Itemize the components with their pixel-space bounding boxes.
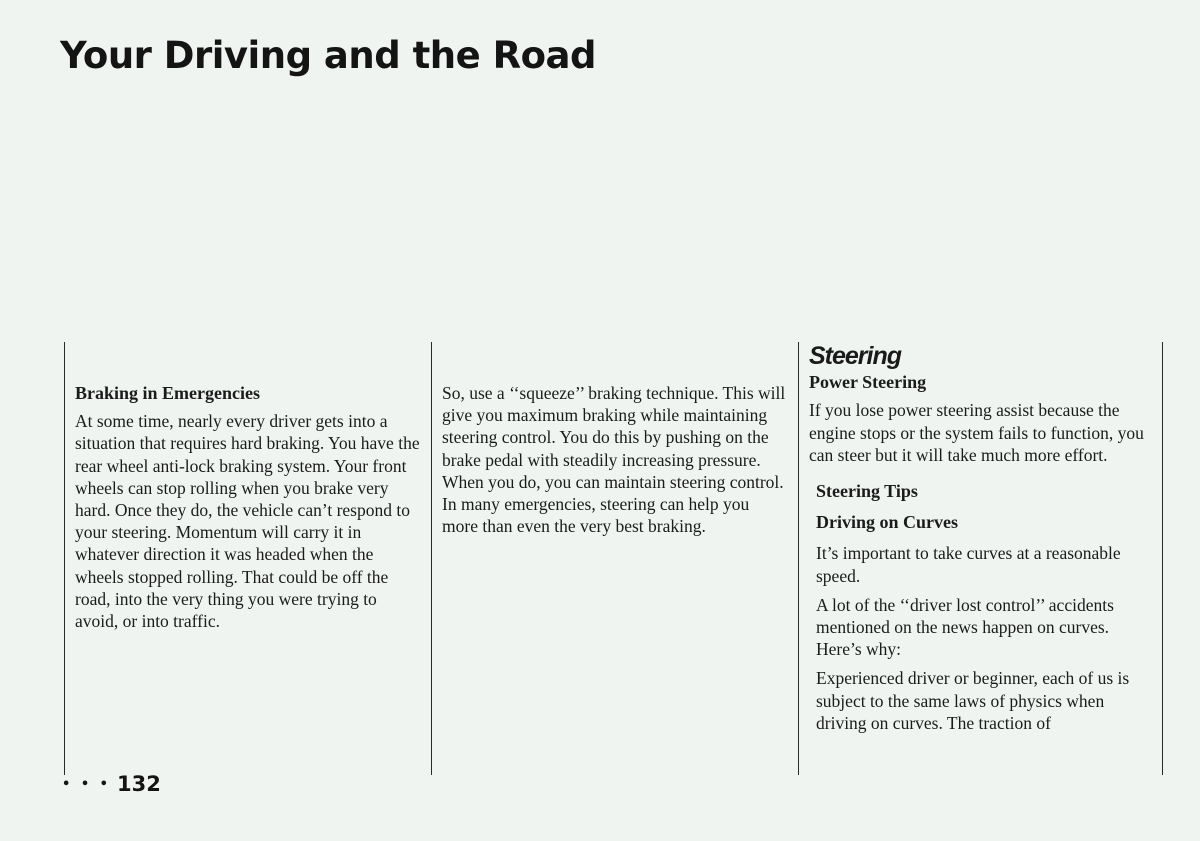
column-rule-middle	[431, 342, 432, 775]
page-footer	[62, 772, 161, 796]
braking-heading: Braking in Emergencies	[75, 383, 260, 403]
steering-tips	[809, 480, 1157, 734]
power-steering-paragraph: If you lose power steering assist because the engine stops or the system fails to function, you can steer but it will take much more effort.	[809, 400, 1144, 465]
steering-tips-heading: Steering Tips	[816, 481, 918, 502]
footer-dots: • • •	[62, 776, 111, 792]
curves-heading: Driving on Curves	[816, 512, 959, 533]
curves-paragraph-1: It’s important to take curves at a reasonable speed.	[816, 543, 1121, 586]
steering-section-title: Steering	[809, 342, 902, 370]
squeeze-paragraph: So, use a ‘‘squeeze’’ braking technique. This will give you maximum braking while maintaining steering control. You do this by pushing on the brake pedal with steadily increasing pressure. When you do, you can maintain steering control. In many emergencies, steering can help you more than even the very best braking.	[442, 383, 786, 537]
column-braking	[75, 382, 420, 639]
page-title: Your Driving and the Road	[60, 34, 596, 77]
power-steering-heading: Power Steering	[809, 372, 927, 393]
column-rule-right-b	[1162, 342, 1163, 775]
column-steering	[809, 342, 1157, 741]
page-number: 132	[116, 772, 161, 796]
column-squeeze	[442, 382, 787, 544]
braking-paragraph: At some time, nearly every driver gets into a situation that requires hard braking. You have the rear wheel anti-lock braking system. Your front wheels can stop rolling when you brake very hard. Once they do, the vehicle can’t respond to your steering. Momentum will carry it in whatever direction it was headed when the wheels stopped rolling. That could be off the road, into the very thing you were trying to avoid, or into traffic.	[75, 411, 420, 632]
column-rule-right-a	[798, 342, 799, 775]
column-rule-left	[64, 342, 65, 775]
curves-paragraph-3: Experienced driver or beginner, each of us is subject to the same laws of physics when driving on curves. The traction of	[816, 668, 1130, 733]
curves-paragraph-2: A lot of the ‘‘driver lost control’’ accidents mentioned on the news happen on curves. Here’s why:	[816, 594, 1114, 660]
